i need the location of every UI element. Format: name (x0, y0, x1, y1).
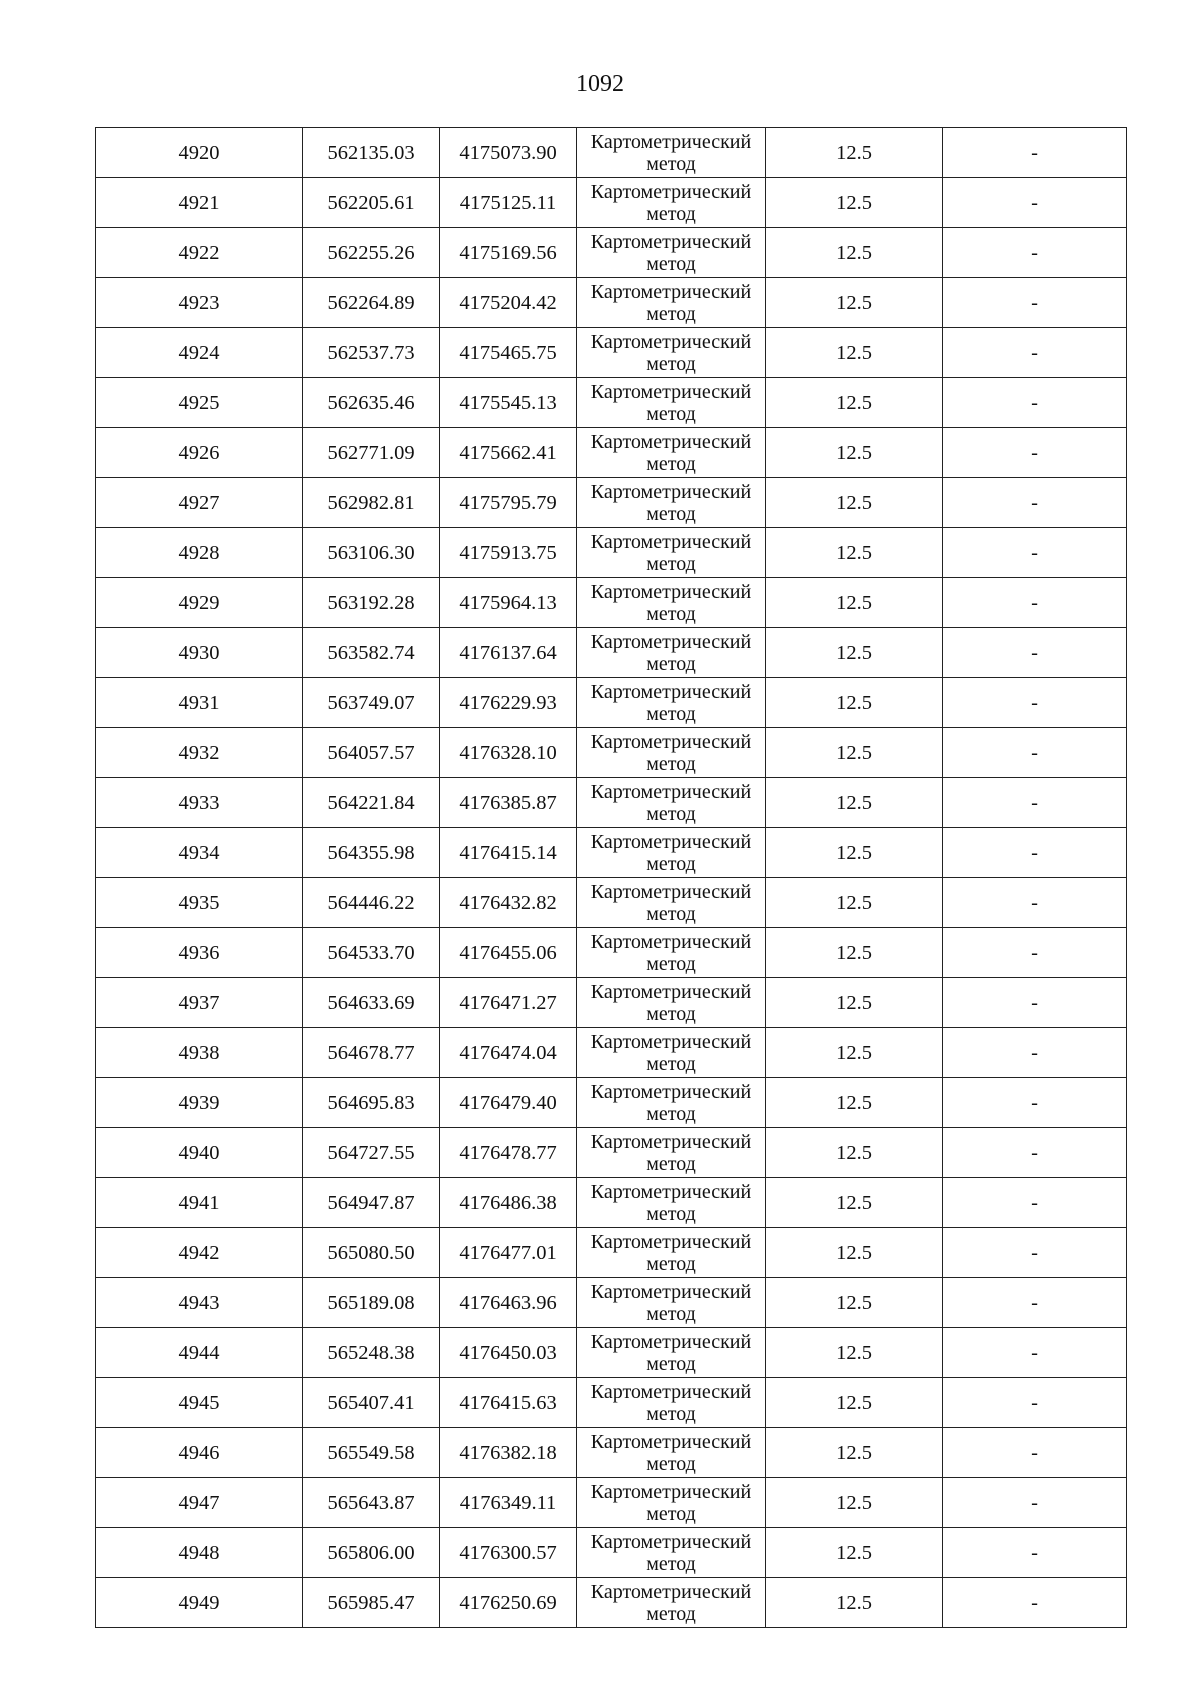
method-label-line1: Картометрический (590, 1480, 752, 1503)
accuracy-cell: 12.5 (766, 1028, 943, 1078)
method-label-line2: метод (646, 1102, 696, 1125)
accuracy-cell: 12.5 (766, 1478, 943, 1528)
accuracy-cell: 12.5 (766, 1378, 943, 1428)
table-row (96, 1478, 1127, 1528)
description-cell: - (943, 278, 1127, 328)
method-label-line2: метод (646, 602, 696, 625)
method-label-line2: метод (646, 1202, 696, 1225)
method-label-line1: Картометрический (590, 1030, 752, 1053)
method-label-line2: метод (646, 1252, 696, 1275)
table-row (96, 978, 1127, 1028)
y-coordinate-cell: 4176450.03 (440, 1328, 577, 1378)
y-coordinate-cell: 4176478.77 (440, 1128, 577, 1178)
method-label-line1: Картометрический (590, 130, 752, 153)
method-label-line1: Картометрический (590, 1430, 752, 1453)
description-cell: - (943, 228, 1127, 278)
y-coordinate-cell: 4176477.01 (440, 1228, 577, 1278)
description-cell: - (943, 328, 1127, 378)
x-coordinate-cell: 564355.98 (303, 828, 440, 878)
method-cell (577, 1228, 766, 1278)
table-row (96, 1428, 1127, 1478)
accuracy-cell: 12.5 (766, 478, 943, 528)
method-label-line2: метод (646, 552, 696, 575)
table-row (96, 1128, 1127, 1178)
point-number-cell: 4926 (96, 428, 303, 478)
coordinates-table (95, 127, 1127, 1628)
method-label-line1: Картометрический (590, 230, 752, 253)
method-label-line2: метод (646, 702, 696, 725)
table-row (96, 528, 1127, 578)
method-cell (577, 328, 766, 378)
point-number-cell: 4921 (96, 178, 303, 228)
description-cell: - (943, 478, 1127, 528)
accuracy-cell: 12.5 (766, 278, 943, 328)
method-label-line2: метод (646, 352, 696, 375)
method-cell (577, 228, 766, 278)
method-label-line1: Картометрический (590, 830, 752, 853)
method-label-line2: метод (646, 502, 696, 525)
y-coordinate-cell: 4175073.90 (440, 128, 577, 178)
table-body (96, 128, 1127, 1628)
y-coordinate-cell: 4176415.63 (440, 1378, 577, 1428)
table-row (96, 678, 1127, 728)
point-number-cell: 4942 (96, 1228, 303, 1278)
method-label-line2: метод (646, 752, 696, 775)
method-label-line2: метод (646, 1552, 696, 1575)
method-cell (577, 1078, 766, 1128)
accuracy-cell: 12.5 (766, 1328, 943, 1378)
method-label-line1: Картометрический (590, 1130, 752, 1153)
method-cell (577, 1028, 766, 1078)
point-number-cell: 4937 (96, 978, 303, 1028)
x-coordinate-cell: 565407.41 (303, 1378, 440, 1428)
accuracy-cell: 12.5 (766, 928, 943, 978)
point-number-cell: 4945 (96, 1378, 303, 1428)
y-coordinate-cell: 4175545.13 (440, 378, 577, 428)
method-cell (577, 528, 766, 578)
accuracy-cell: 12.5 (766, 728, 943, 778)
point-number-cell: 4929 (96, 578, 303, 628)
x-coordinate-cell: 565080.50 (303, 1228, 440, 1278)
description-cell: - (943, 778, 1127, 828)
accuracy-cell: 12.5 (766, 328, 943, 378)
method-cell (577, 1128, 766, 1178)
method-cell (577, 178, 766, 228)
y-coordinate-cell: 4175169.56 (440, 228, 577, 278)
table-row (96, 1328, 1127, 1378)
method-label-line2: метод (646, 252, 696, 275)
y-coordinate-cell: 4176463.96 (440, 1278, 577, 1328)
description-cell: - (943, 1478, 1127, 1528)
point-number-cell: 4930 (96, 628, 303, 678)
method-label-line1: Картометрический (590, 630, 752, 653)
table-row (96, 378, 1127, 428)
description-cell: - (943, 828, 1127, 878)
point-number-cell: 4932 (96, 728, 303, 778)
method-cell (577, 678, 766, 728)
table-row (96, 828, 1127, 878)
method-label-line1: Картометрический (590, 1080, 752, 1103)
point-number-cell: 4925 (96, 378, 303, 428)
point-number-cell: 4934 (96, 828, 303, 878)
accuracy-cell: 12.5 (766, 828, 943, 878)
table-row (96, 428, 1127, 478)
method-label-line1: Картометрический (590, 1580, 752, 1603)
method-label-line1: Картометрический (590, 530, 752, 553)
x-coordinate-cell: 562635.46 (303, 378, 440, 428)
method-label-line1: Картометрический (590, 730, 752, 753)
table-row (96, 1178, 1127, 1228)
method-cell (577, 978, 766, 1028)
method-label-line2: метод (646, 1402, 696, 1425)
table-row (96, 578, 1127, 628)
method-cell (577, 1528, 766, 1578)
method-cell (577, 878, 766, 928)
table-row (96, 228, 1127, 278)
x-coordinate-cell: 565643.87 (303, 1478, 440, 1528)
y-coordinate-cell: 4176382.18 (440, 1428, 577, 1478)
description-cell: - (943, 428, 1127, 478)
description-cell: - (943, 1228, 1127, 1278)
point-number-cell: 4938 (96, 1028, 303, 1078)
description-cell: - (943, 178, 1127, 228)
method-label-line2: метод (646, 1152, 696, 1175)
method-label-line1: Картометрический (590, 330, 752, 353)
description-cell: - (943, 128, 1127, 178)
x-coordinate-cell: 562135.03 (303, 128, 440, 178)
method-label-line1: Картометрический (590, 380, 752, 403)
description-cell: - (943, 1278, 1127, 1328)
method-cell (577, 1428, 766, 1478)
description-cell: - (943, 1528, 1127, 1578)
description-cell: - (943, 678, 1127, 728)
x-coordinate-cell: 564057.57 (303, 728, 440, 778)
x-coordinate-cell: 564947.87 (303, 1178, 440, 1228)
table-row (96, 478, 1127, 528)
x-coordinate-cell: 562771.09 (303, 428, 440, 478)
accuracy-cell: 12.5 (766, 228, 943, 278)
method-label-line2: метод (646, 902, 696, 925)
accuracy-cell: 12.5 (766, 528, 943, 578)
table-row (96, 1278, 1127, 1328)
table-row (96, 1528, 1127, 1578)
description-cell: - (943, 728, 1127, 778)
method-cell (577, 278, 766, 328)
method-label-line1: Картометрический (590, 1230, 752, 1253)
y-coordinate-cell: 4176455.06 (440, 928, 577, 978)
y-coordinate-cell: 4176137.64 (440, 628, 577, 678)
x-coordinate-cell: 563192.28 (303, 578, 440, 628)
point-number-cell: 4928 (96, 528, 303, 578)
point-number-cell: 4947 (96, 1478, 303, 1528)
y-coordinate-cell: 4176486.38 (440, 1178, 577, 1228)
description-cell: - (943, 1378, 1127, 1428)
method-label-line2: метод (646, 452, 696, 475)
description-cell: - (943, 928, 1127, 978)
accuracy-cell: 12.5 (766, 678, 943, 728)
accuracy-cell: 12.5 (766, 878, 943, 928)
method-cell (577, 1328, 766, 1378)
accuracy-cell: 12.5 (766, 1128, 943, 1178)
method-label-line1: Картометрический (590, 680, 752, 703)
table-row (96, 628, 1127, 678)
method-cell (577, 778, 766, 828)
table-row (96, 878, 1127, 928)
x-coordinate-cell: 565985.47 (303, 1578, 440, 1628)
point-number-cell: 4936 (96, 928, 303, 978)
method-cell (577, 828, 766, 878)
method-label-line2: метод (646, 952, 696, 975)
description-cell: - (943, 1578, 1127, 1628)
accuracy-cell: 12.5 (766, 978, 943, 1028)
method-label-line2: метод (646, 202, 696, 225)
accuracy-cell: 12.5 (766, 428, 943, 478)
method-label-line2: метод (646, 152, 696, 175)
y-coordinate-cell: 4176415.14 (440, 828, 577, 878)
method-cell (577, 628, 766, 678)
x-coordinate-cell: 562537.73 (303, 328, 440, 378)
method-label-line1: Картометрический (590, 1330, 752, 1353)
method-label-line2: метод (646, 302, 696, 325)
method-label-line2: метод (646, 1302, 696, 1325)
y-coordinate-cell: 4176471.27 (440, 978, 577, 1028)
table-row (96, 128, 1127, 178)
method-label-line1: Картометрический (590, 980, 752, 1003)
accuracy-cell: 12.5 (766, 1278, 943, 1328)
method-label-line2: метод (646, 802, 696, 825)
description-cell: - (943, 1078, 1127, 1128)
method-cell (577, 378, 766, 428)
description-cell: - (943, 378, 1127, 428)
description-cell: - (943, 528, 1127, 578)
x-coordinate-cell: 564727.55 (303, 1128, 440, 1178)
method-cell (577, 478, 766, 528)
point-number-cell: 4943 (96, 1278, 303, 1328)
accuracy-cell: 12.5 (766, 1428, 943, 1478)
y-coordinate-cell: 4175964.13 (440, 578, 577, 628)
table-row (96, 1578, 1127, 1628)
method-label-line1: Картометрический (590, 880, 752, 903)
method-label-line1: Картометрический (590, 1180, 752, 1203)
y-coordinate-cell: 4175125.11 (440, 178, 577, 228)
point-number-cell: 4933 (96, 778, 303, 828)
method-cell (577, 928, 766, 978)
method-label-line1: Картометрический (590, 1530, 752, 1553)
y-coordinate-cell: 4176432.82 (440, 878, 577, 928)
accuracy-cell: 12.5 (766, 1178, 943, 1228)
point-number-cell: 4923 (96, 278, 303, 328)
method-label-line1: Картометрический (590, 1280, 752, 1303)
table-row (96, 778, 1127, 828)
point-number-cell: 4940 (96, 1128, 303, 1178)
description-cell: - (943, 1128, 1127, 1178)
point-number-cell: 4927 (96, 478, 303, 528)
x-coordinate-cell: 562255.26 (303, 228, 440, 278)
description-cell: - (943, 1028, 1127, 1078)
description-cell: - (943, 628, 1127, 678)
accuracy-cell: 12.5 (766, 628, 943, 678)
y-coordinate-cell: 4176328.10 (440, 728, 577, 778)
y-coordinate-cell: 4175662.41 (440, 428, 577, 478)
accuracy-cell: 12.5 (766, 778, 943, 828)
method-label-line1: Картометрический (590, 780, 752, 803)
point-number-cell: 4935 (96, 878, 303, 928)
y-coordinate-cell: 4176250.69 (440, 1578, 577, 1628)
y-coordinate-cell: 4176300.57 (440, 1528, 577, 1578)
method-cell (577, 1178, 766, 1228)
description-cell: - (943, 1428, 1127, 1478)
method-cell (577, 1278, 766, 1328)
table-row (96, 1078, 1127, 1128)
method-label-line1: Картометрический (590, 180, 752, 203)
x-coordinate-cell: 565189.08 (303, 1278, 440, 1328)
method-label-line1: Картометрический (590, 1380, 752, 1403)
x-coordinate-cell: 562982.81 (303, 478, 440, 528)
y-coordinate-cell: 4175913.75 (440, 528, 577, 578)
y-coordinate-cell: 4175795.79 (440, 478, 577, 528)
x-coordinate-cell: 565248.38 (303, 1328, 440, 1378)
method-label-line1: Картометрический (590, 930, 752, 953)
table-row (96, 328, 1127, 378)
y-coordinate-cell: 4175465.75 (440, 328, 577, 378)
method-label-line2: метод (646, 652, 696, 675)
point-number-cell: 4924 (96, 328, 303, 378)
method-label-line1: Картометрический (590, 580, 752, 603)
description-cell: - (943, 878, 1127, 928)
method-cell (577, 1578, 766, 1628)
method-label-line1: Картометрический (590, 280, 752, 303)
accuracy-cell: 12.5 (766, 1228, 943, 1278)
x-coordinate-cell: 564678.77 (303, 1028, 440, 1078)
accuracy-cell: 12.5 (766, 1578, 943, 1628)
table-row (96, 178, 1127, 228)
accuracy-cell: 12.5 (766, 1528, 943, 1578)
accuracy-cell: 12.5 (766, 128, 943, 178)
method-label-line2: метод (646, 1002, 696, 1025)
point-number-cell: 4931 (96, 678, 303, 728)
point-number-cell: 4920 (96, 128, 303, 178)
point-number-cell: 4944 (96, 1328, 303, 1378)
method-label-line1: Картометрический (590, 480, 752, 503)
table-row (96, 928, 1127, 978)
accuracy-cell: 12.5 (766, 378, 943, 428)
method-cell (577, 578, 766, 628)
x-coordinate-cell: 563749.07 (303, 678, 440, 728)
x-coordinate-cell: 563582.74 (303, 628, 440, 678)
point-number-cell: 4946 (96, 1428, 303, 1478)
method-cell (577, 728, 766, 778)
table-row (96, 278, 1127, 328)
table-row (96, 1228, 1127, 1278)
method-cell (577, 128, 766, 178)
x-coordinate-cell: 562205.61 (303, 178, 440, 228)
method-label-line2: метод (646, 852, 696, 875)
x-coordinate-cell: 565549.58 (303, 1428, 440, 1478)
accuracy-cell: 12.5 (766, 1078, 943, 1128)
description-cell: - (943, 578, 1127, 628)
table-row (96, 1378, 1127, 1428)
y-coordinate-cell: 4176229.93 (440, 678, 577, 728)
method-label-line2: метод (646, 1452, 696, 1475)
method-label-line2: метод (646, 1502, 696, 1525)
x-coordinate-cell: 564533.70 (303, 928, 440, 978)
y-coordinate-cell: 4176474.04 (440, 1028, 577, 1078)
point-number-cell: 4949 (96, 1578, 303, 1628)
table-row (96, 728, 1127, 778)
method-label-line2: метод (646, 1052, 696, 1075)
method-label-line1: Картометрический (590, 430, 752, 453)
y-coordinate-cell: 4176479.40 (440, 1078, 577, 1128)
point-number-cell: 4922 (96, 228, 303, 278)
description-cell: - (943, 978, 1127, 1028)
method-label-line2: метод (646, 1352, 696, 1375)
accuracy-cell: 12.5 (766, 578, 943, 628)
y-coordinate-cell: 4176349.11 (440, 1478, 577, 1528)
x-coordinate-cell: 564446.22 (303, 878, 440, 928)
method-cell (577, 428, 766, 478)
description-cell: - (943, 1328, 1127, 1378)
x-coordinate-cell: 564695.83 (303, 1078, 440, 1128)
method-label-line2: метод (646, 1602, 696, 1625)
method-label-line2: метод (646, 402, 696, 425)
point-number-cell: 4941 (96, 1178, 303, 1228)
x-coordinate-cell: 563106.30 (303, 528, 440, 578)
x-coordinate-cell: 565806.00 (303, 1528, 440, 1578)
table-row (96, 1028, 1127, 1078)
y-coordinate-cell: 4175204.42 (440, 278, 577, 328)
point-number-cell: 4939 (96, 1078, 303, 1128)
point-number-cell: 4948 (96, 1528, 303, 1578)
method-cell (577, 1478, 766, 1528)
x-coordinate-cell: 562264.89 (303, 278, 440, 328)
x-coordinate-cell: 564221.84 (303, 778, 440, 828)
method-cell (577, 1378, 766, 1428)
page-number: 1092 (576, 71, 624, 97)
x-coordinate-cell: 564633.69 (303, 978, 440, 1028)
description-cell: - (943, 1178, 1127, 1228)
y-coordinate-cell: 4176385.87 (440, 778, 577, 828)
accuracy-cell: 12.5 (766, 178, 943, 228)
